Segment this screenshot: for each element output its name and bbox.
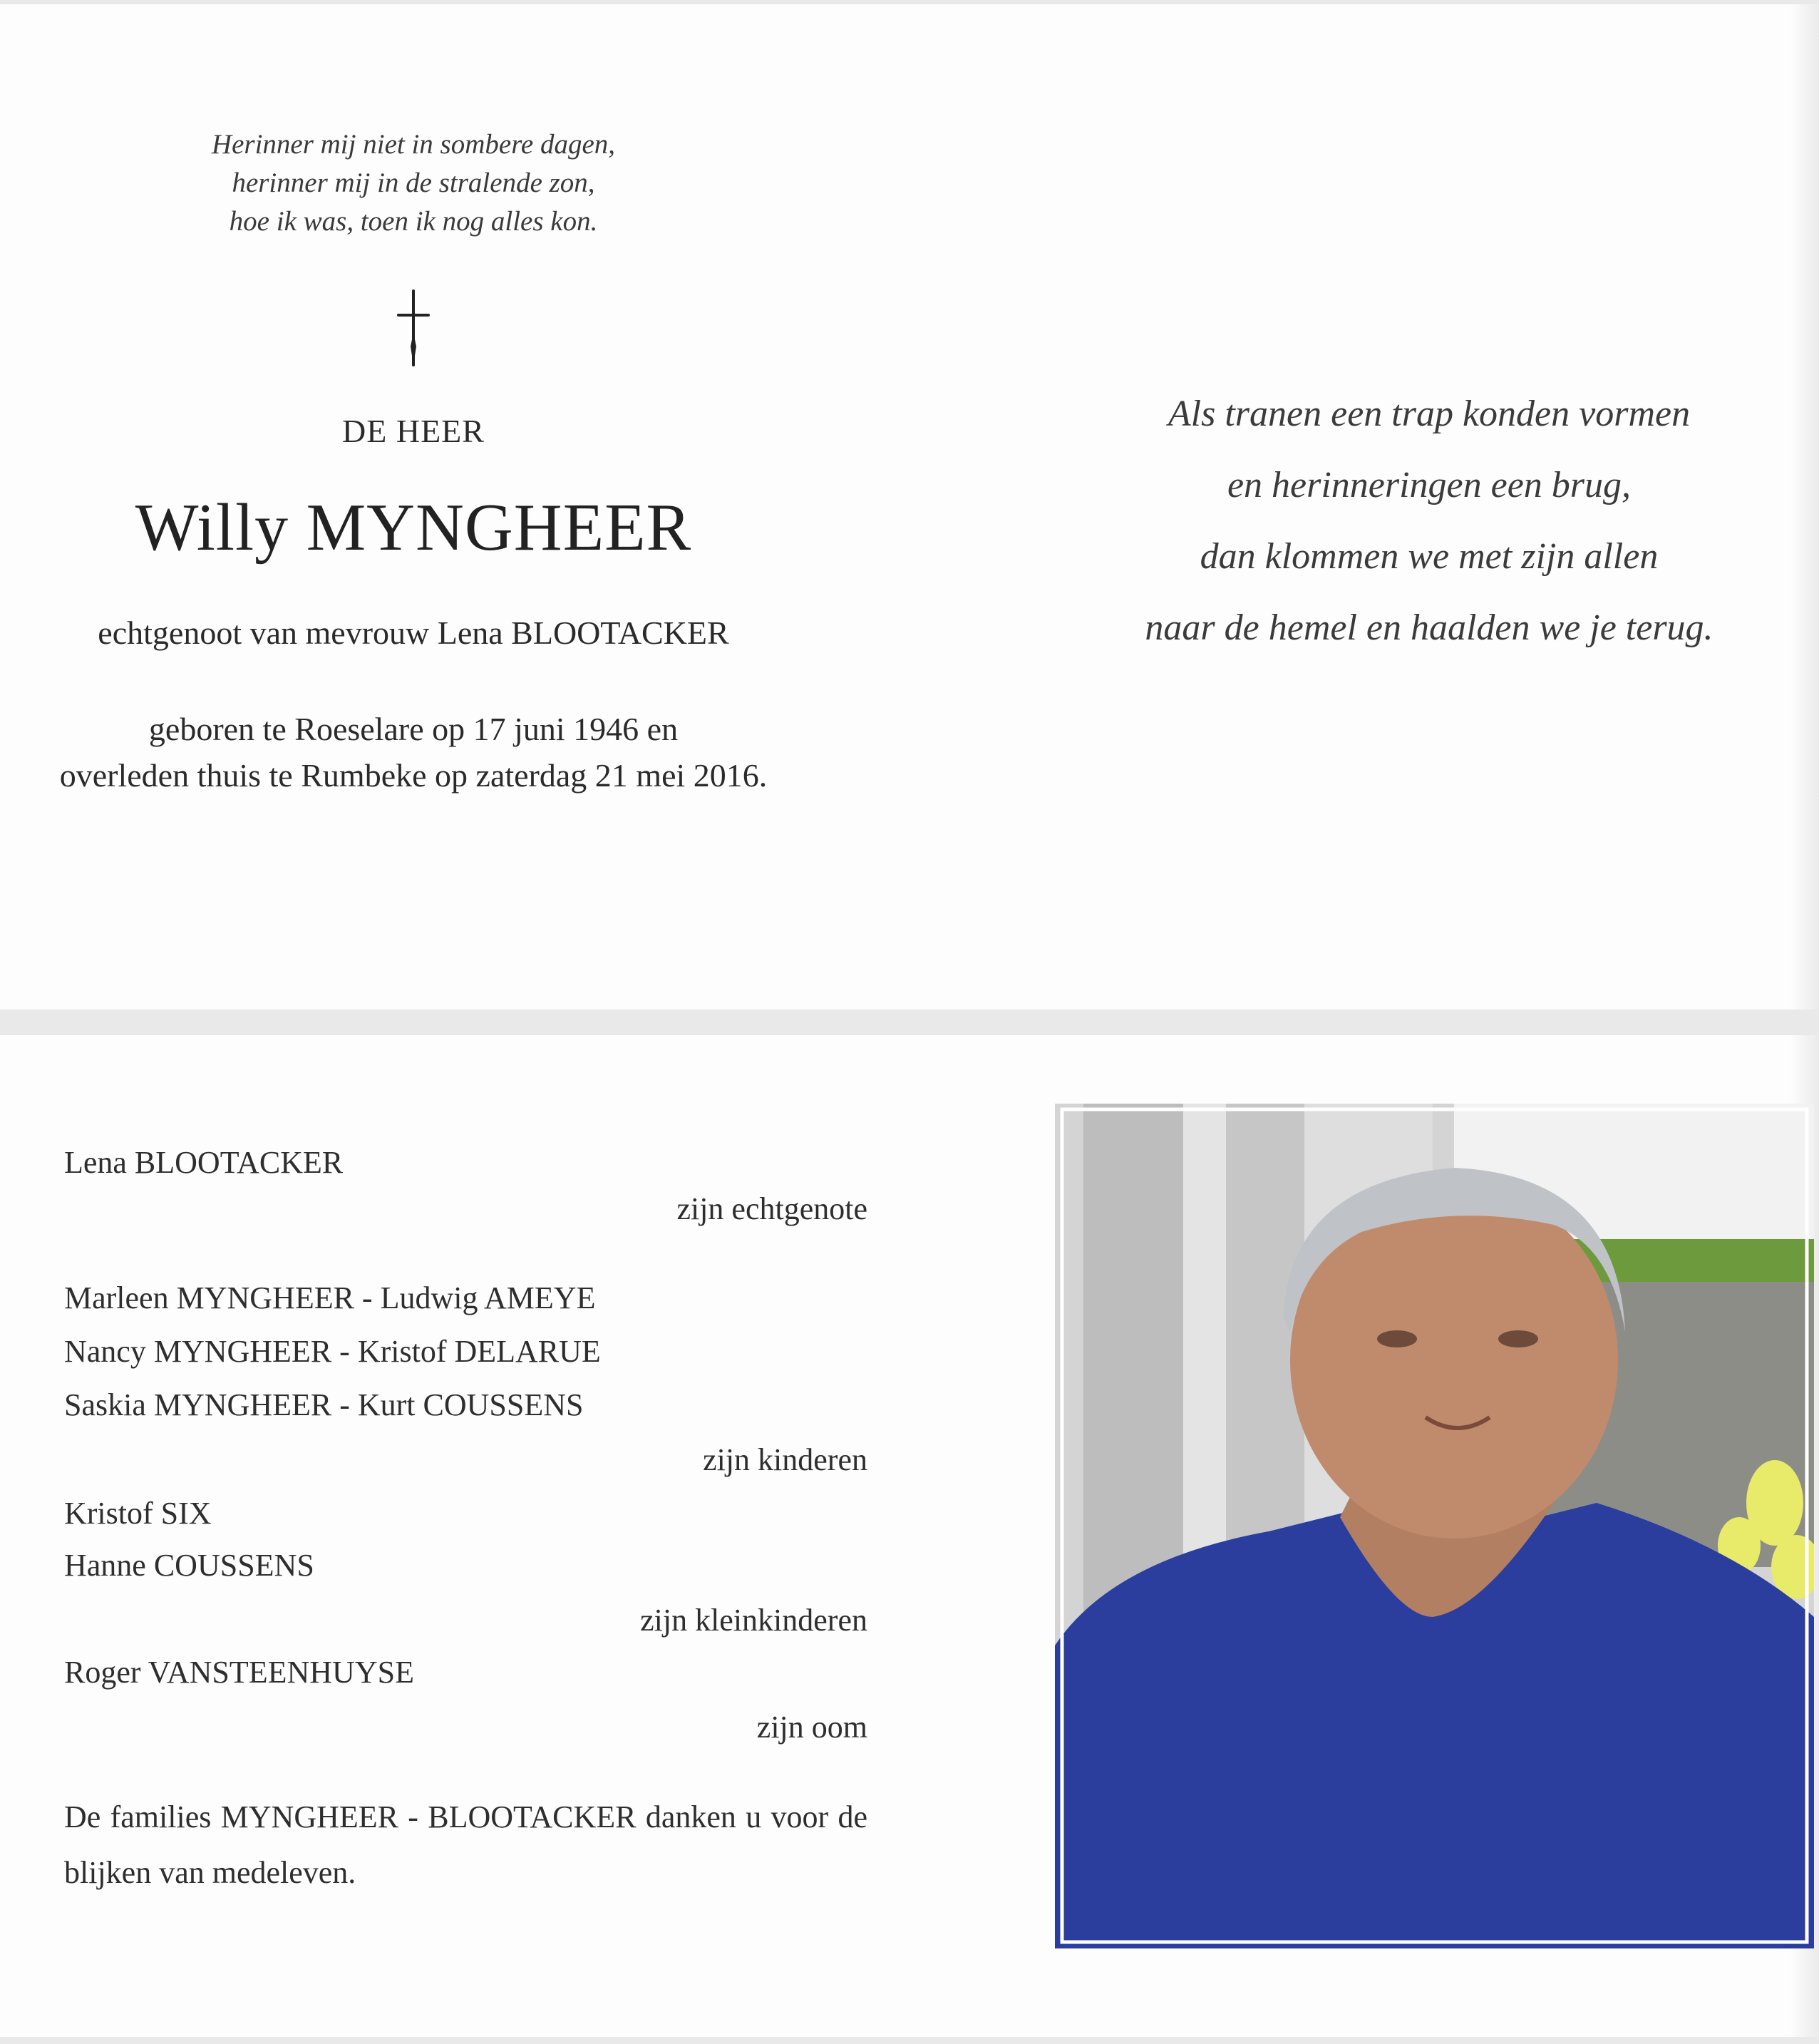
short-poem-line: Herinner mij niet in sombere dagen,: [211, 129, 616, 160]
long-poem: [1055, 379, 1803, 664]
long-poem-line: dan klommen we met zijn allen: [1200, 536, 1659, 577]
long-poem-line: naar de hemel en haalden we je terug.: [1145, 607, 1714, 648]
mourner-name: Saskia MYNGHEER - Kurt COUSSENS: [64, 1387, 584, 1422]
mourner-name: Nancy MYNGHEER - Kristof DELARUE: [64, 1334, 601, 1369]
portrait-photo: [1055, 1104, 1814, 1948]
short-poem: [128, 125, 699, 241]
honorific: DE HEER: [342, 413, 485, 449]
short-poem-line: herinner mij in de stralende zon,: [232, 168, 595, 198]
death-line: overleden thuis te Rumbeke op zaterdag 21 mei 2016.: [59, 757, 768, 794]
mourner-name: Hanne COUSSENS: [64, 1548, 314, 1583]
relation-label: zijn oom: [756, 1710, 867, 1745]
thanks-text: De families MYNGHEER - BLOOTACKER danken u voor de blijken van medeleven.: [64, 1799, 867, 1890]
short-poem-line: hoe ik was, toen ik nog alles kon.: [229, 206, 598, 237]
mourner-name: Marleen MYNGHEER - Ludwig AMEYE: [64, 1280, 596, 1315]
deceased-name: Willy MYNGHEER: [135, 491, 692, 565]
relation-label: zijn kleinkinderen: [640, 1603, 867, 1638]
spouse-line: echtgenoot van mevrouw Lena BLOOTACKER: [98, 615, 729, 651]
portrait-illustration: [1055, 1104, 1814, 1948]
birth-line: geboren te Roeselare op 17 juni 1946 en: [148, 711, 679, 747]
card-front-panel: [0, 4, 1819, 1010]
relation-label: zijn kinderen: [703, 1442, 867, 1477]
relation-label: zijn echtgenote: [676, 1191, 867, 1226]
mourner-name: Kristof SIX: [64, 1496, 212, 1531]
long-poem-line: Als tranen een trap konden vormen: [1168, 394, 1691, 434]
cross-icon: [396, 289, 431, 368]
long-poem-line: en herinneringen een brug,: [1227, 465, 1632, 505]
mourner-name: Roger VANSTEENHUYSE: [64, 1655, 414, 1690]
mourner-name: Lena BLOOTACKER: [64, 1145, 344, 1180]
